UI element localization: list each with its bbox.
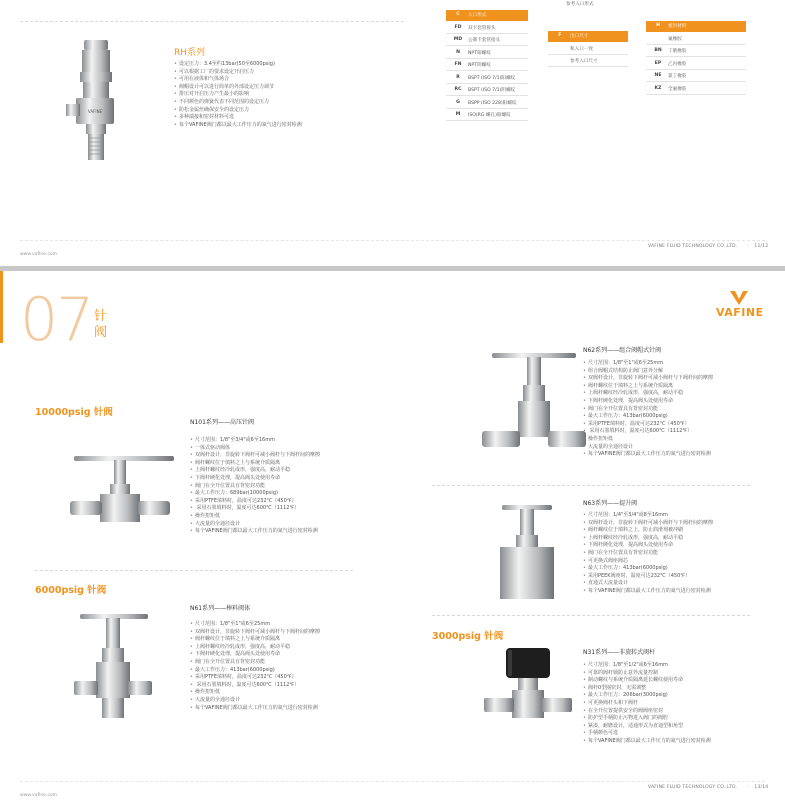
feature-item: • 制动螺纹与系统介质隔离延长螺纹使用寿命 (583, 677, 783, 685)
code-row-line (446, 95, 528, 96)
code-table-row (646, 59, 746, 70)
code-key: EP (654, 60, 662, 66)
feature-item: • 双阀杆设计，非旋转下阀杆可减小阀杆与下阀杆间的摩擦 (583, 375, 783, 383)
code-value: 全氟橡胶 (668, 86, 687, 92)
code-key: R (456, 74, 460, 80)
code-key: C (456, 12, 460, 17)
seal-material-code-table (646, 21, 746, 92)
n63-series-title: N63系列——提升阀 (583, 500, 638, 507)
feature-item: • 每个VAFINE阀门都以最大工作压力的氮气进行密封检测 (583, 451, 783, 459)
feature-item: • 在全开位置提供安全的阀阀座密封 (583, 708, 783, 716)
n62-divider (432, 485, 750, 486)
top-divider-line (20, 21, 404, 22)
top-footer-company: VAFINE FLUID TECHNOLOGY CO.,LTD. · 11/12 (648, 244, 769, 249)
n31-feature-list (583, 662, 783, 746)
code-row-line (646, 81, 746, 82)
feature-item: • 阀杆0型圈密封，无需调整 (583, 685, 783, 693)
code-value: BSPP (ISO 228)阳螺纹 (468, 100, 517, 106)
bottom-page-number: 13/14 (754, 785, 769, 790)
code-table-row (446, 23, 528, 34)
code-table-row (446, 35, 528, 46)
code-key: H (656, 23, 660, 28)
feature-item: • 可更换式阀座阀芯 (583, 558, 783, 566)
code-table-row (446, 85, 528, 96)
feature-item: • 操作扭矩低 (190, 513, 390, 521)
code-row-line (646, 69, 746, 70)
feature-item: • 尺寸范围：1/4"至3/4"或8至16mm (583, 512, 783, 520)
feature-item: • 可更换阀杆头和下阀杆 (583, 700, 783, 708)
code-value: 入口形式 (468, 13, 487, 18)
chapter-title (94, 309, 107, 341)
code-row-line (646, 94, 746, 95)
feature-item: • 不同颜色的弹簧代表不同范围的设定压力 (174, 99, 414, 107)
chapter-number: 07 (20, 285, 93, 355)
code-row-line (646, 44, 746, 45)
n31-series-title: N31系列——非旋转式阀杆 (583, 649, 656, 656)
feature-item: • 阀门在全开位置具有背密封功能 (190, 659, 390, 667)
top-footer-company-name: VAFINE FLUID TECHNOLOGY CO.,LTD. (648, 244, 738, 249)
code-value: 出口尺寸 (570, 34, 589, 39)
vafine-logo-text: VAFINE (716, 306, 764, 319)
code-table-header (646, 21, 746, 32)
code-key: M (455, 112, 461, 117)
bottom-footer-company: VAFINE FLUID TECHNOLOGY CO.,LTD. · 13/14 (648, 785, 769, 790)
feature-item: • 下阀杆硬化处理，提高阀头处使用寿命 (583, 398, 783, 406)
code-value: ISO(RG 螺孔)阳螺纹 (468, 113, 511, 118)
n31-valve-image (478, 646, 578, 750)
code-row-line (446, 58, 528, 59)
code-value: 密封材料 (668, 24, 687, 29)
code-table-row (446, 48, 528, 59)
top-page-number: 11/12 (754, 244, 769, 249)
feature-item: • 下阀杆硬化处理，提高阀头处使用寿命 (583, 542, 783, 550)
feature-item: • 上阀杆螺纹经冷轧成形，强度高，耐动平稳 (190, 644, 390, 652)
feature-item: • 阀门在全开位置具有背密封功能 (583, 550, 783, 558)
heading-6000psig: 6000psig 针阀 (35, 585, 107, 596)
n62-series-title: N62系列——组合阀帽式针阀 (583, 347, 662, 354)
feature-item: • 上阀杆螺纹经冷轧成形，强度高，耐动平稳 (190, 467, 390, 475)
code-table-row (646, 46, 746, 57)
feature-item: • 设定压力：3.4至约13bar(50至6000psig) (174, 61, 414, 69)
catalog-page-bottom (0, 271, 785, 803)
feature-item: • 上阀杆螺纹经冷轧成形，强度高，耐动平稳 (583, 390, 783, 398)
code-key: NE (654, 73, 662, 78)
svg-text:VAFINE: VAFINE (87, 109, 103, 114)
feature-item: • 每个VAFINE阀门都以最大工作压力的氮气进行密封检测 (190, 528, 390, 536)
code-key: MD (453, 37, 463, 42)
chapter-title-line-1: 针 (94, 309, 108, 324)
feature-item: • 最大工作压力：413bar(6000psig) (583, 413, 783, 421)
code-table-row (548, 56, 628, 67)
feature-item: • 阀杆螺纹位于填料之上与系统介质隔离 (583, 383, 783, 391)
rh-feature-list (174, 61, 414, 129)
feature-item: • 最大工作压力：413bar(6000psig) (190, 667, 390, 675)
code-key: BN (654, 48, 662, 53)
feature-item: • 阀杆螺纹位于填料之上与系统介质隔离 (190, 460, 390, 468)
feature-item: • 手柄颜色可选 (583, 730, 783, 738)
feature-item: • 双阀杆设计，非旋转下阀杆可减小阀杆与下阀杆间的摩擦 (190, 452, 390, 460)
feature-item: • 组合阀帽式结构防止阀门意外分解 (583, 368, 783, 376)
chapter-accent-bar (0, 271, 3, 343)
bottom-footer-website[interactable]: www.vafine.com (20, 793, 57, 798)
bottom-footer-company-name: VAFINE FLUID TECHNOLOGY CO.,LTD. (648, 785, 738, 790)
code-table-row (446, 110, 528, 121)
feature-item: • 每个VAFINE阀门都以最大工作压力的氮气进行密封检测 (583, 738, 783, 746)
feature-item: • 可用在液体和气体场合 (174, 76, 414, 84)
code-value: 双卡套管接头 (468, 25, 496, 31)
code-table-row (646, 84, 746, 95)
feature-item: • 操作扭矩低 (190, 689, 390, 697)
rh-relief-valve-image (62, 38, 132, 166)
top-footer-line (20, 240, 765, 241)
feature-item: • 阀门在全开位置具有背密封功能 (583, 406, 783, 414)
code-key: N (456, 49, 460, 55)
code-row-line (446, 33, 528, 34)
code-value: 公制卡套管接头 (468, 38, 501, 43)
catalog-page-top (0, 0, 785, 266)
n101-valve-image (66, 451, 178, 537)
code-table-row (646, 34, 746, 45)
feature-item: • 每个VAFINE阀门都以最大工作压力的氮气进行密封检测 (583, 588, 783, 596)
feature-item: • 阀门在全开位置具有背密封功能 (190, 483, 390, 491)
feature-item: • 每个VAFINE阀门都以最大工作压力的氮气进行密封检测 (190, 705, 390, 713)
code-key: G (456, 99, 460, 105)
feature-item: • 排压对开启压力产生最小的影响 (174, 91, 414, 99)
code-value: 氟橡胶 (668, 36, 682, 42)
heading-3000psig: 3000psig 针阀 (432, 631, 504, 642)
feature-item: • 尺寸范围：1/8"至1"或6至25mm (190, 621, 390, 629)
code-value: 和入口一致 (570, 46, 593, 52)
feature-item: • 尺寸范围：1/8"至3/4"或6至16mm (190, 437, 390, 445)
feature-item: • 大流量的全通径设计 (583, 444, 783, 452)
code-key: FD (454, 24, 462, 30)
code-value: 乙丙橡胶 (668, 61, 687, 67)
feature-item: • 尺寸范围：1/8"至1/2"或6至16mm (583, 662, 783, 670)
code-value: NPT阳螺纹 (468, 50, 491, 56)
feature-item: • 下阀杆硬化处理，提高阀头处使用寿命 (190, 651, 390, 659)
feature-item: • 采用PTFE填料时，温度可达232℃（450℉） (190, 674, 390, 682)
feature-item: • 阀杆螺纹位于填料之上，防止润滑剂被冲刷 (583, 527, 783, 535)
vafine-logo-icon (729, 290, 749, 306)
feature-item: • 下阀杆硬化处理，提高阀头处使用寿命 (190, 475, 390, 483)
feature-item: • 采用PTFE填料时，温度可达232℃（450℉） (190, 498, 390, 506)
code-row-line (446, 83, 528, 84)
n63-divider (432, 615, 750, 616)
n61-series-title: N61系列——棒料阀体 (190, 605, 251, 612)
code-value: 氯丁橡胶 (668, 74, 687, 79)
feature-item: • 最大工作压力：206bar(3000psig) (583, 692, 783, 700)
feature-item: • 防松金属丝确保安全的设定压力 (174, 107, 414, 115)
code-table-row (446, 60, 528, 71)
feature-item: • 可以根据工厂的要求设定开启压力 (174, 69, 414, 77)
n63-valve-image (482, 503, 572, 613)
heading-10000psig: 10000psig 针阀 (35, 407, 113, 418)
feature-item: • 操作扭矩低 (583, 436, 783, 444)
code-value: BSPT (ISO 7/1)阳螺纹 (468, 75, 516, 81)
bottom-footer-line (20, 781, 765, 782)
feature-item: • 大流量的全通径设计 (190, 521, 390, 529)
feature-item: • 上阀杆螺纹经冷轧成形，强度高，耐动平稳 (583, 535, 783, 543)
feature-item: • 紧凑，耐磨设计，适通形式为直通型和角型 (583, 723, 783, 731)
code-table-row (646, 71, 746, 82)
n101-feature-list (190, 437, 390, 536)
feature-item: • 最大工作压力：689bar(10000psig) (190, 490, 390, 498)
code-value: 参考入口尺寸 (570, 59, 598, 64)
feature-item: • 一体式驱动阀体 (190, 445, 390, 453)
feature-item: • 采用石墨填料时，温度可达600℃（1112℉） (190, 505, 390, 513)
code-row-line (646, 56, 746, 57)
n101-divider (35, 570, 353, 571)
inlet-type-code-table (446, 10, 528, 122)
feature-item: • 防护型手柄防止污物进入阀门的阀腔 (583, 715, 783, 723)
n63-feature-list (583, 512, 783, 596)
n61-valve-image (68, 611, 180, 731)
inlet-ref-note: 参考入口形式 (566, 2, 594, 7)
outlet-size-code-table (548, 31, 628, 64)
feature-item: • 双阀杆设计，非旋转下阀杆可减小阀杆与下阀杆间的摩擦 (190, 629, 390, 637)
feature-item: • 尺寸范围：1/8"至1"或6至25mm (583, 360, 783, 368)
feature-item: • 每个VAFINE阀门都以最大工作压力的氮气进行密封检测 (174, 122, 414, 130)
code-row-line (446, 108, 528, 109)
code-row-line (548, 54, 628, 55)
code-row-line (446, 70, 528, 71)
code-table-header (446, 10, 528, 21)
code-key: RC (454, 87, 462, 92)
code-key: KZ (654, 85, 662, 91)
feature-item: • 直通式大流量设计 (583, 580, 783, 588)
feature-item: • 阀杆螺纹位于填料之上与系统介质隔离 (190, 636, 390, 644)
feature-item: • 采用石墨填料时，温度可达600℃（1112℉） (190, 682, 390, 690)
code-table-row (446, 98, 528, 109)
feature-item: • 采用PTFE填料时，温度可达232℃（450℉） (583, 421, 783, 429)
n61-feature-list (190, 621, 390, 712)
code-key: FN (454, 62, 462, 67)
code-row-line (548, 66, 628, 67)
n101-series-title: N101系列——高压针阀 (190, 419, 254, 426)
code-table-header (548, 31, 628, 42)
code-table-row (446, 73, 528, 84)
feature-item: • 最大工作压力：413bar(6000psig) (583, 565, 783, 573)
code-key: F (558, 33, 562, 38)
feature-item: • 采用石墨填料时，温度可达600℃（1112℉） (583, 428, 783, 436)
feature-item: • 大流量的全通径设计 (190, 697, 390, 705)
code-value: NPT阴螺纹 (468, 63, 491, 68)
feature-item: • 阀帽设计可以进行简单的外部设定压力调节 (174, 84, 414, 92)
n62-feature-list (583, 360, 783, 459)
top-footer-website[interactable]: www.vafine.com (20, 252, 57, 257)
rh-series-title: RH系列 (174, 48, 206, 58)
code-value: 丁腈橡胶 (668, 49, 687, 54)
code-table-row (548, 44, 628, 55)
feature-item: • 多种端接和密封材料可选 (174, 114, 414, 122)
feature-item: • 可靠的阀杆锁防止意外流量控制 (583, 670, 783, 678)
code-value: BSPT (ISO 7/1)阴螺纹 (468, 88, 516, 93)
code-row-line (446, 120, 528, 121)
feature-item: • 采用PEEK阀座时，温度可达232℃（450℉） (583, 573, 783, 581)
feature-item: • 双阀杆设计，非旋转下阀杆可减小阀杆与下阀杆间的摩擦 (583, 520, 783, 528)
code-row-line (446, 45, 528, 46)
chapter-title-line-2: 阀 (94, 325, 108, 340)
n62-valve-image (478, 351, 590, 471)
